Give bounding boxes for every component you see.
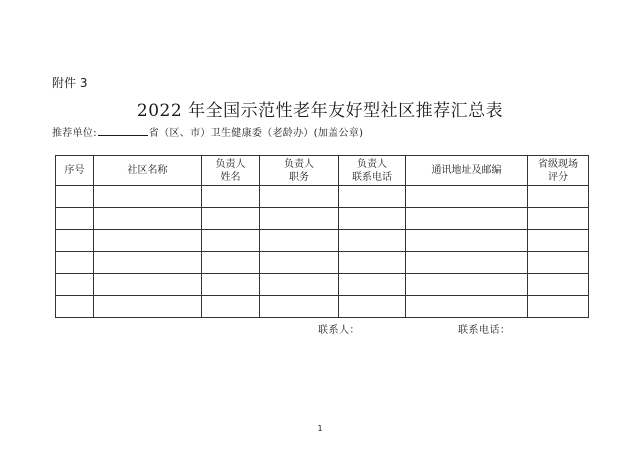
table-cell	[528, 230, 589, 252]
table-cell	[528, 208, 589, 230]
table-row	[56, 186, 589, 208]
table-cell	[202, 252, 260, 274]
table-cell	[56, 252, 94, 274]
table-cell	[406, 208, 528, 230]
table-cell	[56, 296, 94, 318]
contact-phone-label: 联系电话：	[458, 325, 511, 336]
table-row	[56, 252, 589, 274]
contact-person-label: 联系人：	[318, 325, 360, 336]
table-cell	[528, 296, 589, 318]
table-cell	[339, 230, 406, 252]
table-cell	[406, 252, 528, 274]
table-cell	[260, 208, 339, 230]
table-cell	[94, 274, 202, 296]
summary-table	[55, 155, 589, 318]
table-cell	[202, 296, 260, 318]
header-person-in-charge-name: 负责人 姓名	[202, 156, 260, 186]
table-cell	[260, 274, 339, 296]
table-cell	[56, 274, 94, 296]
table-cell	[339, 296, 406, 318]
table-cell	[94, 230, 202, 252]
header-address-postcode: 通讯地址及邮编	[406, 156, 528, 186]
table-cell	[406, 296, 528, 318]
recommending-unit-label: 推荐单位:	[52, 128, 97, 139]
table-cell	[260, 230, 339, 252]
table-cell	[528, 274, 589, 296]
table-cell	[339, 274, 406, 296]
table-row	[56, 296, 589, 318]
table-cell	[202, 274, 260, 296]
header-person-in-charge-phone: 负责人 联系电话	[339, 156, 406, 186]
table-cell	[339, 252, 406, 274]
page-number: 1	[317, 424, 323, 433]
table-cell	[260, 252, 339, 274]
table-cell	[56, 230, 94, 252]
header-provincial-score: 省级现场 评分	[528, 156, 589, 186]
attachment-label: 附件 3	[52, 76, 88, 90]
table-cell	[94, 208, 202, 230]
recommending-unit-suffix: 省（区、市）卫生健康委（老龄办）(加盖公章)	[148, 128, 364, 139]
table-row	[56, 208, 589, 230]
table-row	[56, 230, 589, 252]
header-person-in-charge-position: 负责人 职务	[260, 156, 339, 186]
header-community-name: 社区名称	[94, 156, 202, 186]
table-cell	[94, 186, 202, 208]
table-header-row	[56, 156, 589, 186]
recommending-unit-line	[52, 124, 363, 139]
table-cell	[94, 296, 202, 318]
table-cell	[339, 208, 406, 230]
table-cell	[339, 186, 406, 208]
table-cell	[406, 274, 528, 296]
table-cell	[406, 186, 528, 208]
table-cell	[56, 208, 94, 230]
table-row	[56, 274, 589, 296]
recommending-unit-blank	[98, 125, 148, 136]
table-cell	[202, 230, 260, 252]
table-cell	[94, 252, 202, 274]
table-cell	[202, 208, 260, 230]
table-cell	[528, 252, 589, 274]
table-cell	[260, 296, 339, 318]
table-cell	[56, 186, 94, 208]
header-serial-no: 序号	[56, 156, 94, 186]
table-cell	[202, 186, 260, 208]
page-title: 2022 年全国示范性老年友好型社区推荐汇总表	[136, 101, 504, 121]
table-cell	[528, 186, 589, 208]
table-cell	[406, 230, 528, 252]
table-cell	[260, 186, 339, 208]
